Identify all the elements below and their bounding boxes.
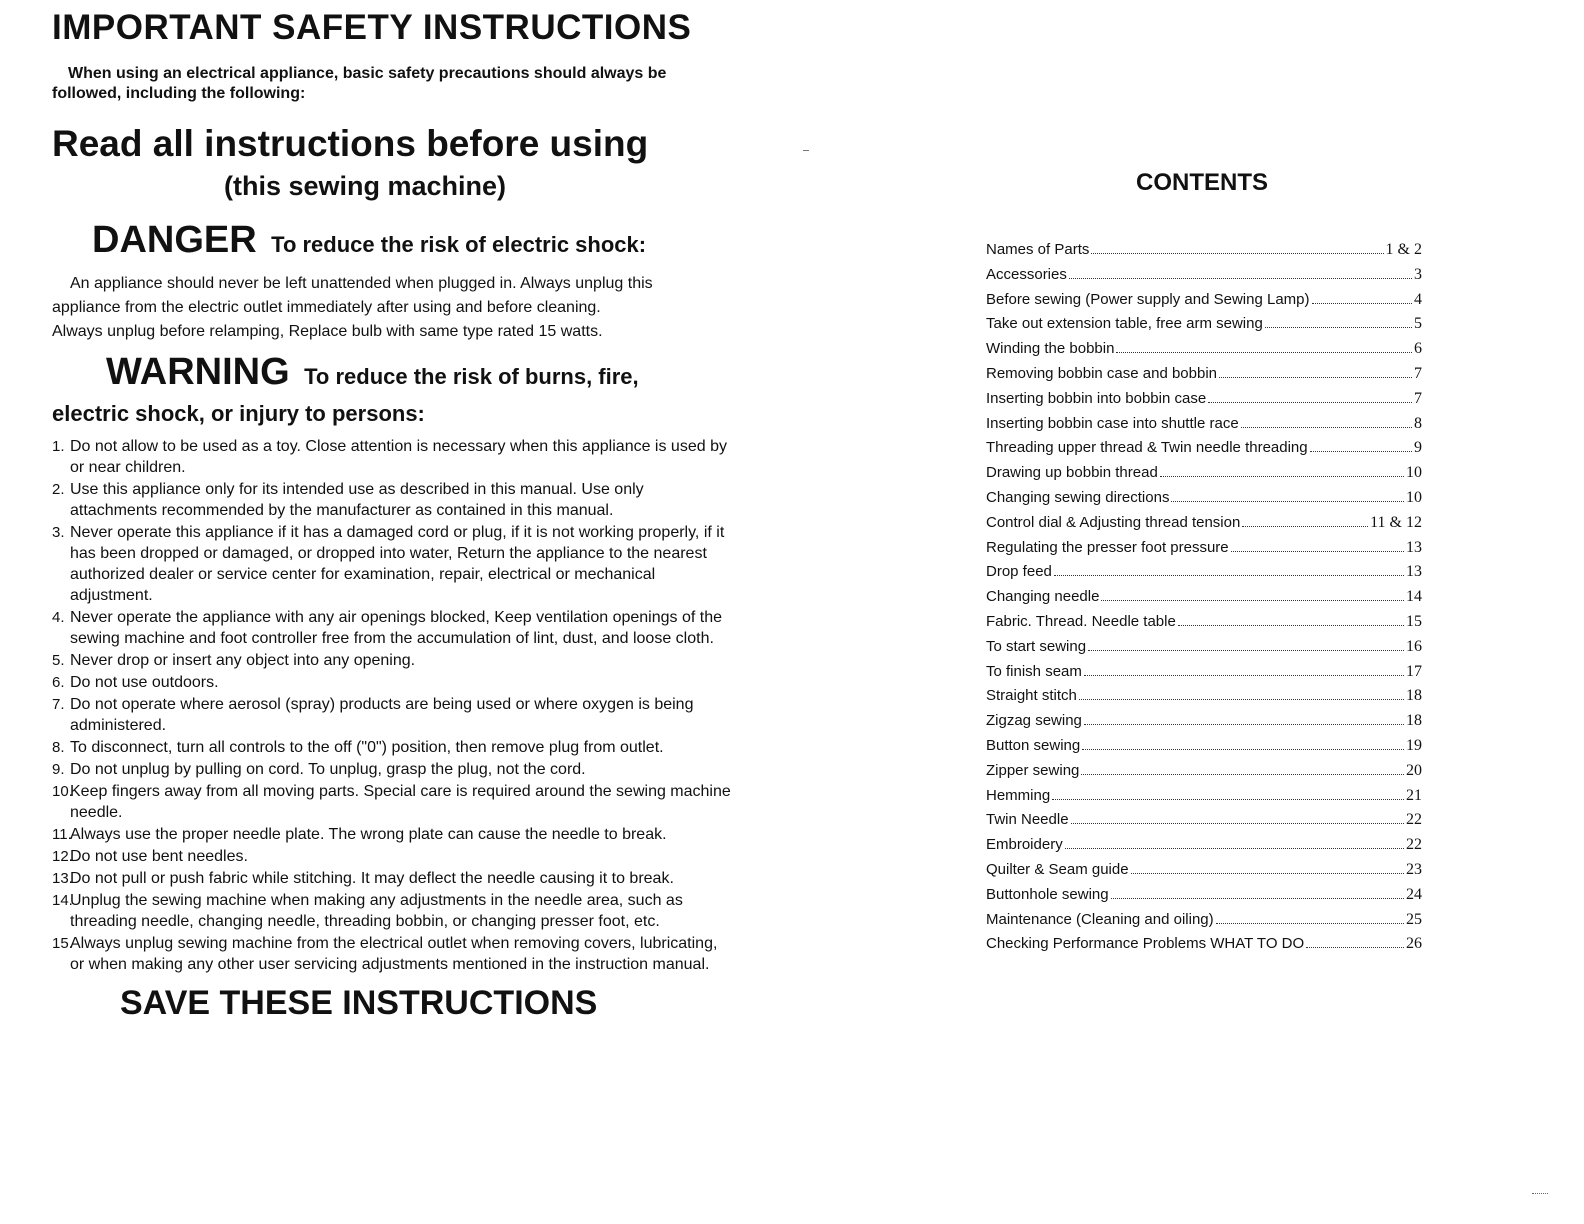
rule-text: Do not allow to be used as a toy. Close attention is necessary when this appliance is used by or near children. bbox=[70, 438, 727, 476]
scan-mark bbox=[803, 150, 809, 151]
toc-entry bbox=[986, 288, 1422, 313]
toc-entry bbox=[986, 883, 1422, 908]
list-item bbox=[52, 694, 732, 736]
rule-number: 13. bbox=[52, 870, 73, 887]
leader-dots bbox=[1241, 412, 1412, 428]
rule-number: 3. bbox=[52, 524, 65, 541]
list-item bbox=[52, 824, 732, 845]
leader-dots bbox=[1111, 883, 1404, 899]
toc-entry-title: Take out extension table, free arm sewing bbox=[986, 315, 1263, 333]
leader-dots bbox=[1082, 734, 1404, 750]
danger-word: DANGER bbox=[92, 219, 257, 261]
leader-dots bbox=[1265, 312, 1412, 328]
rule-number: 8. bbox=[52, 739, 65, 756]
toc-entry-page: 9 bbox=[1414, 439, 1422, 457]
rule-text: Do not use bent needles. bbox=[70, 848, 248, 865]
rule-text: Do not pull or push fabric while stitching. It may deflect the needle causing it to break. bbox=[70, 870, 674, 887]
leader-dots bbox=[1052, 784, 1404, 800]
toc-entry-page: 10 bbox=[1406, 464, 1422, 482]
toc-entry-title: Threading upper thread & Twin needle threading bbox=[986, 439, 1308, 457]
rule-number: 4. bbox=[52, 609, 65, 626]
safety-rules-list bbox=[52, 436, 732, 975]
leader-dots bbox=[1116, 337, 1412, 353]
toc-entry-page: 15 bbox=[1406, 612, 1422, 630]
toc-entry bbox=[986, 312, 1422, 337]
read-instructions-subtitle: (this sewing machine) bbox=[224, 171, 507, 201]
rule-text: Never operate this appliance if it has a damaged cord or plug, if it is not working properly, if it has been dropped or damaged, or dropped into water, Return the appliance to the nearest authorized dealer or service center for examination, repair, electrical or mechanical adjustment. bbox=[70, 524, 725, 604]
rule-number: 2. bbox=[52, 481, 65, 498]
list-item bbox=[52, 436, 732, 478]
leader-dots bbox=[1088, 635, 1404, 651]
toc-entry-page: 26 bbox=[1406, 935, 1422, 953]
toc-entry-page: 22 bbox=[1406, 811, 1422, 829]
toc-entry bbox=[986, 238, 1422, 263]
toc-entry-page: 7 bbox=[1414, 364, 1422, 382]
rule-text: Always use the proper needle plate. The wrong plate can cause the needle to break. bbox=[70, 826, 667, 843]
intro-paragraph bbox=[52, 64, 732, 104]
leader-dots bbox=[1069, 263, 1412, 279]
list-item bbox=[52, 759, 732, 780]
rule-text: Do not unplug by pulling on cord. To unplug, grasp the plug, not the cord. bbox=[70, 761, 586, 778]
warning-risk-line-1: To reduce the risk of burns, fire, bbox=[304, 364, 639, 389]
toc-entry-title: Button sewing bbox=[986, 736, 1081, 754]
leader-dots bbox=[1081, 759, 1404, 775]
list-item bbox=[52, 890, 732, 932]
intro-line-1: When using an electrical appliance, basic safety precautions should always be bbox=[68, 65, 667, 82]
toc-entry bbox=[986, 511, 1422, 536]
rule-number: 7. bbox=[52, 696, 65, 713]
toc-entry bbox=[986, 362, 1422, 387]
rule-number: 5. bbox=[52, 652, 65, 669]
rule-text: Always unplug sewing machine from the electrical outlet when removing covers, lubricating, or when making any other user servicing adjustments mentioned in the instruction manual. bbox=[70, 935, 718, 973]
toc-entry bbox=[986, 660, 1422, 685]
rule-number: 10. bbox=[52, 783, 73, 800]
intro-line-2: followed, including the following: bbox=[52, 85, 306, 102]
leader-dots bbox=[1079, 684, 1404, 700]
toc-entry-page: 19 bbox=[1406, 736, 1422, 754]
toc-entry bbox=[986, 759, 1422, 784]
toc-entry-page: 14 bbox=[1406, 588, 1422, 606]
leader-dots bbox=[1065, 833, 1404, 849]
toc-entry-page: 20 bbox=[1406, 761, 1422, 779]
leader-dots bbox=[1178, 610, 1404, 626]
toc-entry bbox=[986, 808, 1422, 833]
rule-text: Use this appliance only for its intended use as described in this manual. Use only attachments recommended by the manufacturer as contained in this manual. bbox=[70, 481, 644, 519]
leader-dots bbox=[1131, 858, 1404, 874]
rule-text: Never operate the appliance with any air openings blocked, Keep ventilation openings of the sewing machine and foot controller free from the accumulation of lint, dust, and loose cloth. bbox=[70, 609, 722, 647]
leader-dots bbox=[1219, 362, 1412, 378]
rule-text: Unplug the sewing machine when making any adjustments in the needle area, such as threading needle, changing needle, threading bobbin, or changing presser foot, etc. bbox=[70, 892, 683, 930]
list-item bbox=[52, 868, 732, 889]
toc-entry-page: 17 bbox=[1406, 662, 1422, 680]
toc-entry-page: 3 bbox=[1414, 265, 1422, 283]
danger-line-1: An appliance should never be left unattended when plugged in. Always unplug this bbox=[70, 275, 653, 292]
toc-entry bbox=[986, 932, 1422, 957]
list-item bbox=[52, 607, 732, 649]
toc-entry bbox=[986, 436, 1422, 461]
toc-entry-page: 24 bbox=[1406, 885, 1422, 903]
toc-entry bbox=[986, 684, 1422, 709]
leader-dots bbox=[1101, 585, 1404, 601]
toc-entry-page: 23 bbox=[1406, 860, 1422, 878]
toc-entry bbox=[986, 610, 1422, 635]
toc-entry-page: 18 bbox=[1406, 687, 1422, 705]
leader-dots bbox=[1054, 560, 1404, 576]
list-item bbox=[52, 781, 732, 823]
danger-line-3: Always unplug before relamping, Replace bulb with same type rated 15 watts. bbox=[52, 323, 603, 340]
list-item bbox=[52, 933, 732, 975]
toc-entry-title: Winding the bobbin bbox=[986, 340, 1115, 358]
toc-entry-page: 13 bbox=[1406, 563, 1422, 581]
leader-dots bbox=[1171, 486, 1404, 502]
leader-dots bbox=[1242, 511, 1368, 527]
toc-entry bbox=[986, 734, 1422, 759]
leader-dots bbox=[1306, 932, 1404, 948]
toc-entry bbox=[986, 858, 1422, 883]
toc-entry-title: Twin Needle bbox=[986, 811, 1069, 829]
leader-dots bbox=[1084, 709, 1404, 725]
leader-dots bbox=[1310, 436, 1412, 452]
rule-number: 1. bbox=[52, 438, 65, 455]
safety-instructions-page bbox=[52, 6, 732, 1025]
toc-entry bbox=[986, 784, 1422, 809]
toc-entry bbox=[986, 709, 1422, 734]
rule-number: 6. bbox=[52, 674, 65, 691]
rule-text: Keep fingers away from all moving parts. Special care is required around the sewing machine needle. bbox=[70, 783, 731, 821]
danger-heading bbox=[92, 218, 732, 270]
toc-entry-page: 16 bbox=[1406, 637, 1422, 655]
toc-entry-title: Quilter & Seam guide bbox=[986, 860, 1129, 878]
rule-number: 14. bbox=[52, 892, 73, 909]
toc-entry-page: 13 bbox=[1406, 538, 1422, 556]
danger-paragraph bbox=[52, 272, 732, 344]
leader-dots bbox=[1091, 238, 1383, 254]
leader-dots bbox=[1071, 808, 1404, 824]
danger-line-2: appliance from the electric outlet immediately after using and before cleaning. bbox=[52, 299, 601, 316]
toc-entry-title: Hemming bbox=[986, 786, 1051, 804]
toc-entry-title: Before sewing (Power supply and Sewing Lamp) bbox=[986, 290, 1310, 308]
toc-entry bbox=[986, 337, 1422, 362]
rule-number: 11. bbox=[52, 826, 72, 843]
toc-entry bbox=[986, 560, 1422, 585]
leader-dots bbox=[1216, 908, 1404, 924]
list-item bbox=[52, 672, 732, 693]
toc-entry-page: 8 bbox=[1414, 414, 1422, 432]
toc-entry-title: Buttonhole sewing bbox=[986, 885, 1109, 903]
read-instructions-title: Read all instructions before using bbox=[52, 123, 649, 164]
toc-entry bbox=[986, 833, 1422, 858]
toc-entry-title: Changing sewing directions bbox=[986, 488, 1170, 506]
toc-entry-title: Drop feed bbox=[986, 563, 1052, 581]
toc-entry bbox=[986, 387, 1422, 412]
toc-entry-title: Embroidery bbox=[986, 836, 1063, 854]
toc-entry-title: Control dial & Adjusting thread tension bbox=[986, 513, 1241, 531]
toc-entry-title: Checking Performance Problems WHAT TO DO bbox=[986, 935, 1305, 953]
contents-title: CONTENTS bbox=[1136, 169, 1268, 196]
page-heading: IMPORTANT SAFETY INSTRUCTIONS bbox=[52, 8, 692, 47]
toc-entry bbox=[986, 412, 1422, 437]
toc-entry-page: 1 & 2 bbox=[1385, 241, 1422, 258]
list-item bbox=[52, 522, 732, 606]
leader-dots bbox=[1312, 288, 1412, 304]
toc-entry bbox=[986, 536, 1422, 561]
toc-entry-title: To finish seam bbox=[986, 662, 1082, 680]
toc-entry-title: Accessories bbox=[986, 265, 1067, 283]
leader-dots bbox=[1160, 461, 1404, 477]
rule-text: Do not operate where aerosol (spray) products are being used or where oxygen is being administered. bbox=[70, 696, 694, 734]
toc-entry bbox=[986, 585, 1422, 610]
toc-entry-title: To start sewing bbox=[986, 637, 1087, 655]
toc-entry-title: Maintenance (Cleaning and oiling) bbox=[986, 910, 1214, 928]
leader-dots bbox=[1231, 536, 1404, 552]
toc-entry-title: Fabric. Thread. Needle table bbox=[986, 612, 1176, 630]
table-of-contents bbox=[986, 238, 1422, 957]
toc-entry-page: 18 bbox=[1406, 712, 1422, 730]
rule-text: Do not use outdoors. bbox=[70, 674, 219, 691]
toc-entry-page: 7 bbox=[1414, 389, 1422, 407]
rule-text: To disconnect, turn all controls to the off ("0") position, then remove plug from outlet. bbox=[70, 739, 664, 756]
toc-entry-page: 4 bbox=[1414, 290, 1422, 308]
toc-entry-title: Straight stitch bbox=[986, 687, 1077, 705]
leader-dots bbox=[1084, 660, 1404, 676]
toc-entry bbox=[986, 908, 1422, 933]
list-item bbox=[52, 737, 732, 758]
list-item bbox=[52, 846, 732, 867]
warning-heading bbox=[106, 352, 732, 400]
toc-entry-title: Inserting bobbin into bobbin case bbox=[986, 389, 1207, 407]
toc-entry bbox=[986, 461, 1422, 486]
toc-entry-title: Zigzag sewing bbox=[986, 712, 1082, 730]
toc-entry-page: 11 & 12 bbox=[1370, 513, 1422, 531]
list-item bbox=[52, 650, 732, 671]
toc-entry-page: 6 bbox=[1414, 340, 1422, 358]
toc-entry bbox=[986, 263, 1422, 288]
toc-entry-page: 25 bbox=[1406, 910, 1422, 928]
toc-entry-title: Zipper sewing bbox=[986, 761, 1080, 779]
toc-entry-title: Names of Parts bbox=[986, 241, 1090, 258]
rule-text: Never drop or insert any object into any opening. bbox=[70, 652, 416, 669]
leader-dots bbox=[1208, 387, 1412, 403]
toc-entry-page: 22 bbox=[1406, 836, 1422, 854]
toc-entry-title: Regulating the presser foot pressure bbox=[986, 538, 1229, 556]
rule-number: 12. bbox=[52, 848, 73, 865]
save-instructions-footer: SAVE THESE INSTRUCTIONS bbox=[120, 984, 598, 1022]
toc-entry-title: Inserting bobbin case into shuttle race bbox=[986, 414, 1239, 432]
rule-number: 9. bbox=[52, 761, 65, 778]
toc-entry-page: 21 bbox=[1406, 786, 1422, 804]
toc-entry bbox=[986, 486, 1422, 511]
warning-risk-line-2: electric shock, or injury to persons: bbox=[52, 401, 425, 426]
danger-risk: To reduce the risk of electric shock: bbox=[271, 232, 647, 257]
list-item bbox=[52, 479, 732, 521]
toc-entry-page: 10 bbox=[1406, 488, 1422, 506]
rule-number: 15. bbox=[52, 935, 73, 952]
warning-word: WARNING bbox=[106, 351, 290, 393]
toc-entry-title: Removing bobbin case and bobbin bbox=[986, 364, 1217, 382]
toc-entry-title: Drawing up bobbin thread bbox=[986, 464, 1158, 482]
scan-mark bbox=[1532, 1193, 1548, 1198]
toc-entry-title: Changing needle bbox=[986, 588, 1100, 606]
toc-entry bbox=[986, 635, 1422, 660]
toc-entry-page: 5 bbox=[1414, 315, 1422, 333]
